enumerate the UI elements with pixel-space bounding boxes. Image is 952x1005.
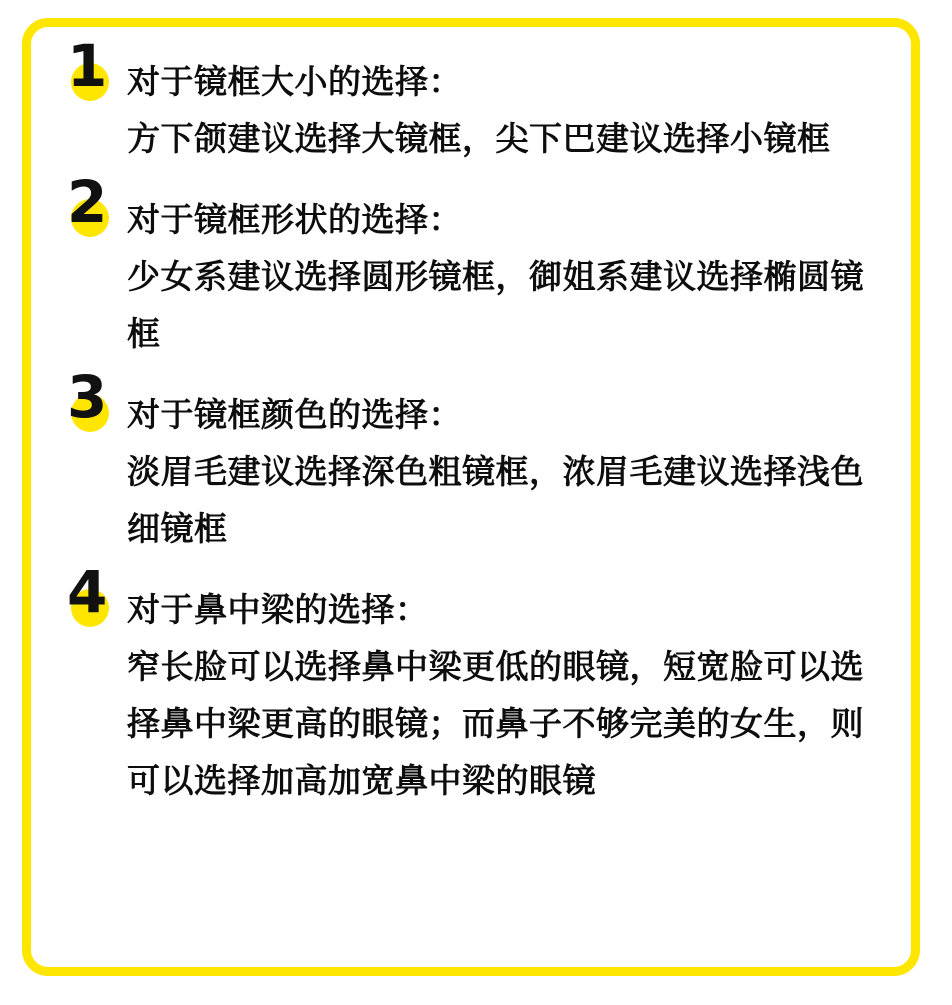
item-number: 2	[67, 168, 107, 236]
list-item	[55, 169, 885, 362]
list-item	[55, 32, 885, 167]
list-item	[55, 559, 885, 809]
item-number: 4	[67, 558, 107, 626]
item-number-badge	[55, 558, 117, 626]
item-number-badge	[55, 32, 117, 100]
list-item	[55, 364, 885, 557]
item-text	[55, 169, 885, 362]
item-number: 1	[67, 32, 107, 100]
item-body: 淡眉毛建议选择深色粗镜框，浓眉毛建议选择浅色细镜框	[127, 452, 864, 548]
item-heading: 对于镜框大小的选择：	[127, 62, 462, 101]
item-body: 窄长脸可以选择鼻中梁更低的眼镜，短宽脸可以选择鼻中梁更高的眼镜；而鼻子不够完美的女生，则可以选择加高加宽鼻中梁的眼镜	[127, 647, 864, 800]
item-number: 3	[67, 363, 107, 431]
item-text	[55, 559, 885, 809]
item-text	[55, 364, 885, 557]
tips-card	[22, 18, 920, 976]
item-number-badge	[55, 363, 117, 431]
item-number-badge	[55, 168, 117, 236]
item-body: 方下颌建议选择大镜框，尖下巴建议选择小镜框	[127, 119, 831, 158]
item-heading: 对于鼻中梁的选择：	[127, 590, 429, 629]
item-heading: 对于镜框颜色的选择：	[127, 395, 462, 434]
item-body: 少女系建议选择圆形镜框，御姐系建议选择椭圆镜框	[127, 257, 864, 353]
tips-list	[31, 27, 911, 967]
item-text	[55, 32, 885, 167]
item-heading: 对于镜框形状的选择：	[127, 200, 462, 239]
